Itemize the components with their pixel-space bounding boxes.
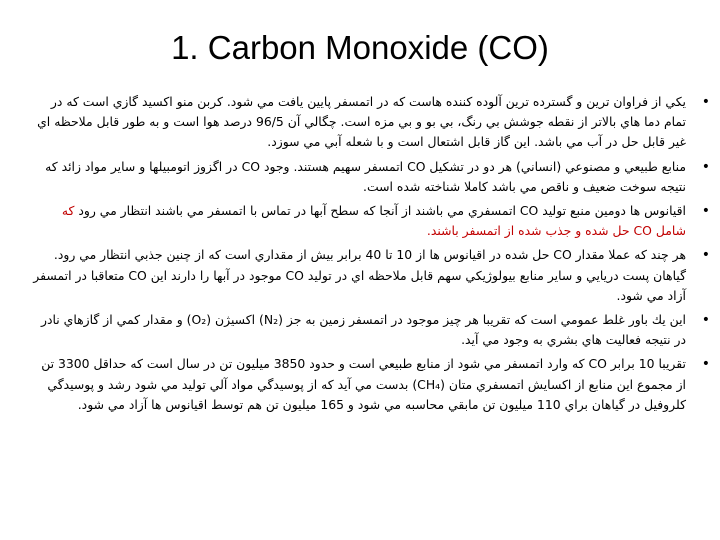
bullet-text: منابع طبيعي و مصنوعي (انساني) هر دو در تشكيل CO اتمسفر سهيم هستند. وجود CO در اگزوز اتومبيلها و ساير مواد زائد كه نتيجه سوخت ضعيف و ناقص مي باشد كاملا شناخته شده است.: [45, 158, 686, 194]
bullet-item: [28, 354, 710, 415]
bullet-item: [28, 310, 710, 350]
bullet-item: [28, 245, 710, 306]
bullet-text: تقريبا 10 برابر CO كه وارد اتمسفر مي شود از منابع طبيعي است و حدود 3850 ميليون تن در سال است كه حداقل 3300 تن از مجموع اين منابع از اكسايش اتمسفري متان (CH₄) بدست مي آيد كه از پوسيدگي مواد آلي توليد مي شود رشد و پوسيدگي كلروفيل در گياهان براي 110 ميليون تن مابقي محاسبه مي شود و 165 ميليون تن هم توسط اقيانوس ها آزاد مي شود.: [41, 356, 686, 412]
bullet-dot-icon: •: [701, 312, 710, 329]
bullet-item: [28, 201, 710, 241]
bullet-text: اين يك باور غلط عمومي است كه تقريبا هر چيز موجود در اتمسفر زمين به جز (N₂) اكسيژن (O₂) و مقدار كمي از گازهاي نادر در نتيجه فعاليت هاي بشري به وجود مي آيد.: [41, 312, 686, 348]
bullet-highlight-text: كه شامل CO حل شده و جذب شده از اتمسفر باشند.: [61, 203, 686, 239]
slide-title: 1. Carbon Monoxide (CO): [171, 29, 549, 66]
bullet-list: [28, 92, 710, 419]
bullet-item: [28, 92, 710, 153]
bullet-dot-icon: •: [701, 158, 710, 175]
bullet-dot-icon: •: [701, 203, 710, 220]
bullet-item: [28, 157, 710, 197]
bullet-dot-icon: •: [701, 356, 710, 373]
bullet-text: اقيانوس ها دومين منبع توليد CO اتمسفري مي باشند از آنجا كه سطح آبها در تماس با اتمسفر مي باشند انتظار مي رود: [78, 203, 686, 219]
bullet-dot-icon: •: [701, 247, 710, 264]
bullet-dot-icon: •: [701, 94, 710, 110]
bullet-text: هر چند كه عملا مقدار CO حل شده در اقيانوس ها از 10 تا 40 برابر بيش از مقداري است كه از چنين جذبي انتظار مي رود. گياهان پست دريايي و ساير منابع بيولوژيكي سهم قابل ملاحظه اي در توليد CO موجود در آبها را دارند اين CO متعاقبا در اتمسفر آزاد مي شود.: [33, 247, 686, 303]
bullet-text: يكي از فراوان ترين و گسترده ترين آلوده كننده هاست كه در اتمسفر پايين يافت مي شود. كربن منو اكسيد گازي است كه در تمام دما هاي بالاتر از نقطه جوشش بي رنگ، بي بو و بي مزه است. چگالي آن 96/5 درصد هوا است و به طور قابل ملاحظه اي غير قابل حل در آب مي باشد. اين گاز قابل اشتعال است و با شعله آبي مي سوزد.: [37, 94, 686, 150]
